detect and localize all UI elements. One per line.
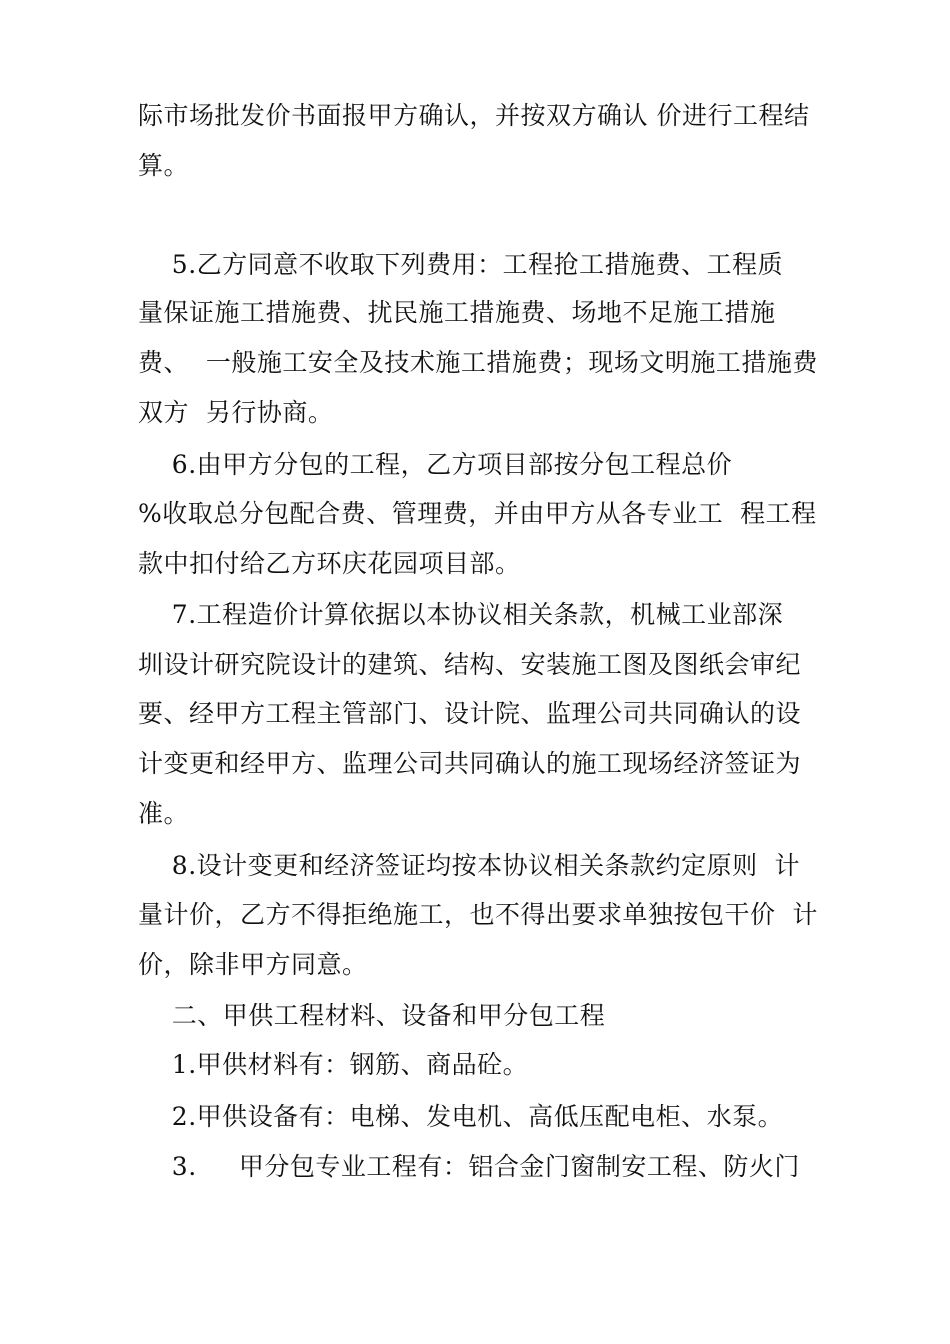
text-line: 7.工程造价计算依据以本协议相关条款，机械工业部深 [138,600,784,629]
text-line: 价，除非甲方同意。 [138,950,368,979]
text-line: 圳设计研究院设计的建筑、结构、安装施工图及图纸会审纪 [138,650,802,679]
text-line: 计变更和经甲方、监理公司共同确认的施工现场经济签证为 [138,749,802,778]
text-line: 准。 [138,799,190,828]
text-line: 5.乙方同意不收取下列费用：工程抢工措施费、工程质 [138,250,784,279]
text-line: 6.由甲方分包的工程，乙方项目部按分包工程总价 [138,450,733,479]
text-line: 要、经甲方工程主管部门、设计院、监理公司共同确认的设 [138,699,802,728]
text-line: 二、甲供工程材料、设备和甲分包工程 [138,1001,606,1030]
text-line: 量计价，乙方不得拒绝施工，也不得出要求单独按包干价 计 [138,900,818,929]
text-line: 1.甲供材料有：钢筋、商品砼。 [138,1050,529,1079]
text-line: 双方 另行协商。 [138,398,334,427]
text-line: 8.设计变更和经济签证均按本协议相关条款约定原则 计 [138,851,801,880]
text-line: 2.甲供设备有：电梯、发电机、高低压配电柜、水泵。 [138,1102,784,1131]
text-line: %收取总分包配合费、管理费，并由甲方从各专业工 程工程 [138,499,817,528]
text-line: 际市场批发价书面报甲方确认，并按双方确认 价进行工程结 [138,101,810,130]
text-line: 款中扣付给乙方环庆花园项目部。 [138,549,521,578]
text-line: 3. 甲分包专业工程有：铝合金门窗制安工程、防火门 [138,1152,800,1181]
text-line: 算。 [138,151,190,180]
text-line: 量保证施工措施费、扰民施工措施费、场地不足施工措施 [138,298,776,327]
text-line: 费、 一般施工安全及技术施工措施费；现场文明施工措施费 [138,348,818,377]
